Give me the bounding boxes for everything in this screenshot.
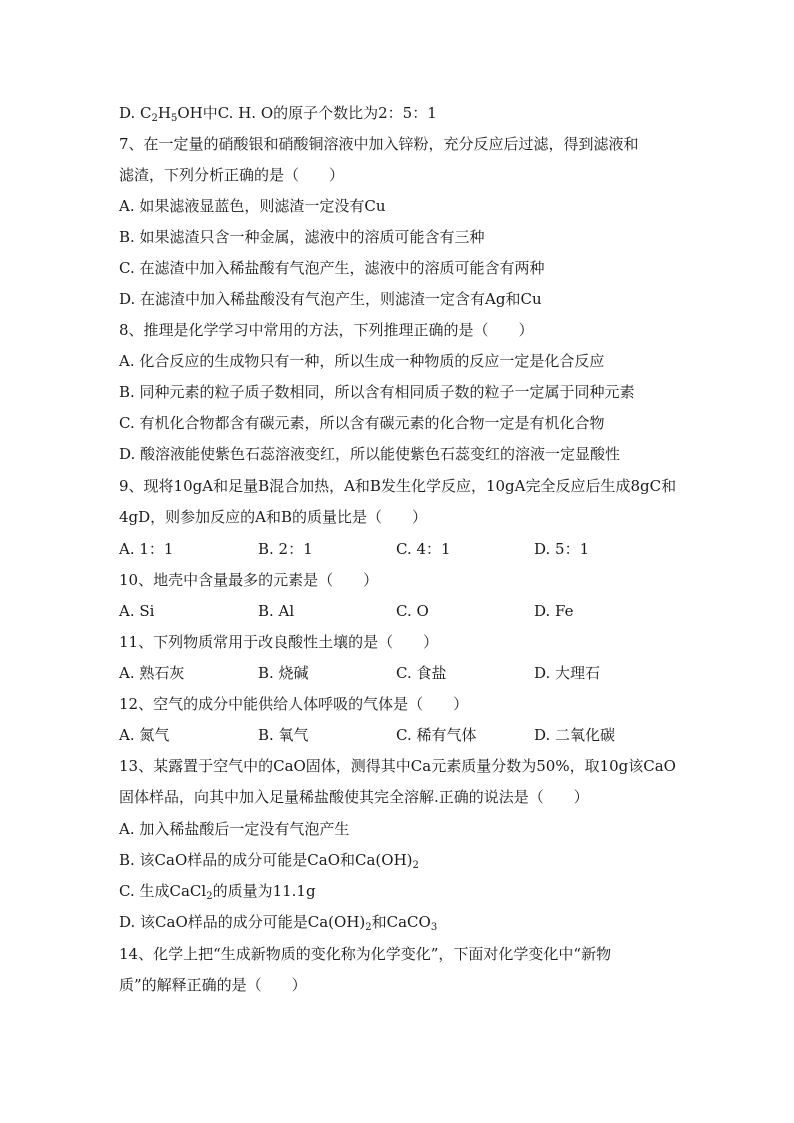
question-9-stem-cont: 4gD，则参加反应的A和B的质量比是（ ） bbox=[119, 508, 428, 526]
q9-option-a: A. 1：1 bbox=[119, 540, 174, 558]
q12-option-c: C. 稀有气体 bbox=[396, 726, 477, 744]
q8-option-a: A. 化合反应的生成物只有一种，所以生成一种物质的反应一定是化合反应 bbox=[119, 352, 605, 370]
q12-option-a: A. 氮气 bbox=[119, 726, 170, 744]
q9-option-c: C. 4：1 bbox=[396, 540, 451, 558]
question-13-stem: 13、某露置于空气中的CaO固体，测得其中Ca元素质量分数为50%，取10g该CaO bbox=[119, 757, 676, 775]
q12-option-d: D. 二氧化碳 bbox=[534, 726, 616, 744]
q7-option-d: D. 在滤渣中加入稀盐酸没有气泡产生，则滤渣一定含有Ag和Cu bbox=[119, 290, 542, 308]
q10-option-a: A. Si bbox=[119, 602, 155, 620]
q11-option-c: C. 食盐 bbox=[396, 664, 447, 682]
question-7-stem: 7、在一定量的硝酸银和硝酸铜溶液中加入锌粉，充分反应后过滤，得到滤液和 bbox=[119, 135, 639, 153]
q9-option-b: B. 2：1 bbox=[258, 540, 313, 558]
question-12-stem: 12、空气的成分中能供给人体呼吸的气体是（ ） bbox=[119, 695, 469, 713]
q7-option-c: C. 在滤渣中加入稀盐酸有气泡产生，滤液中的溶质可能含有两种 bbox=[119, 259, 545, 277]
q13-option-b: B. 该CaO样品的成分可能是CaO和$Ca(OH)_2$ bbox=[119, 851, 419, 871]
q10-option-b: B. Al bbox=[258, 602, 295, 620]
question-14-stem: 14、化学上把“生成新物质的变化称为化学变化”，下面对化学变化中“新物 bbox=[119, 945, 612, 963]
q11-option-b: B. 烧碱 bbox=[258, 664, 309, 682]
q9-option-d: D. 5：1 bbox=[534, 540, 590, 558]
q7-option-a: A. 如果滤液显蓝色，则滤渣一定没有Cu bbox=[119, 197, 386, 215]
q12-option-b: B. 氧气 bbox=[258, 726, 309, 744]
question-8-stem: 8、推理是化学学习中常用的方法，下列推理正确的是（ ） bbox=[119, 321, 534, 339]
q10-option-d: D. Fe bbox=[534, 602, 574, 620]
question-10-stem: 10、地壳中含量最多的元素是（ ） bbox=[119, 571, 379, 589]
q6-option-d: D. $C_2H_5OH$中C. H. O的原子个数比为2：5：1 bbox=[119, 104, 437, 124]
question-9-stem: 9、现将10gA和足量B混合加热，A和B发生化学反应，10gA完全反应后生成8gC和 bbox=[119, 477, 677, 495]
q13-option-a: A. 加入稀盐酸后一定没有气泡产生 bbox=[119, 820, 350, 838]
q8-option-d: D. 酸溶液能使紫色石蕊溶液变红，所以能使紫色石蕊变红的溶液一定显酸性 bbox=[119, 445, 621, 463]
q13-option-c: C. 生成CaCl$_2$的质量为11.1g bbox=[119, 882, 316, 902]
q11-option-d: D. 大理石 bbox=[534, 664, 601, 682]
q7-option-b: B. 如果滤渣只含一种金属，滤液中的溶质可能含有三种 bbox=[119, 228, 485, 246]
q13-option-d: D. 该CaO样品的成分可能是$Ca(OH)_2$和CaCO$_3$ bbox=[119, 913, 438, 933]
question-11-stem: 11、下列物质常用于改良酸性土壤的是（ ） bbox=[119, 633, 439, 651]
q10-option-c: C. O bbox=[396, 602, 429, 620]
question-14-stem-cont: 质”的解释正确的是（ ） bbox=[119, 976, 307, 994]
q11-option-a: A. 熟石灰 bbox=[119, 664, 185, 682]
question-13-stem-cont: 固体样品，向其中加入足量稀盐酸使其完全溶解.正确的说法是（ ） bbox=[119, 788, 589, 806]
question-7-stem-cont: 滤渣，下列分析正确的是（ ） bbox=[119, 166, 345, 184]
q8-option-b: B. 同种元素的粒子质子数相同，所以含有相同质子数的粒子一定属于同种元素 bbox=[119, 383, 635, 401]
q8-option-c: C. 有机化合物都含有碳元素，所以含有碳元素的化合物一定是有机化合物 bbox=[119, 414, 605, 432]
